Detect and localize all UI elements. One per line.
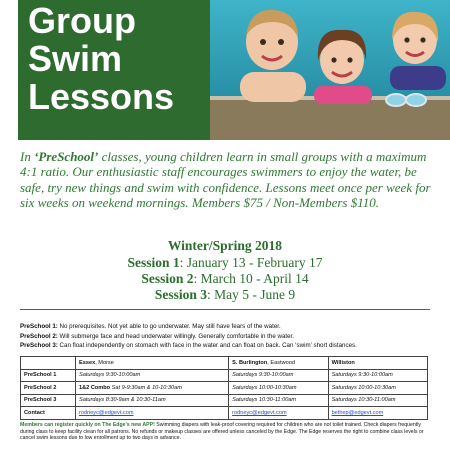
intro-body: classes, young children learn in small groups with a maximum 4:1 ratio. Our enthusiastic staff encourages swimmers to enjoy the water, be safe, try new things and swim with confidence. Lessons meet once per week for six weeks on weekend mornings. Members $75 / Non-Members $110. [20, 149, 431, 211]
row-label: PreSchool 1 [21, 369, 76, 382]
intro-prefix: In [20, 149, 35, 164]
table-cell: Saturdays 9:30-10:00am [328, 369, 427, 382]
season-heading: Winter/Spring 2018 [167, 238, 283, 253]
location-name: Essex [79, 359, 96, 366]
title-line: Group [28, 0, 136, 41]
divider [20, 309, 430, 310]
table-row [21, 407, 428, 420]
page-title [18, 0, 210, 140]
session-schedule [0, 238, 450, 303]
level-name: PreSchool 3: [20, 342, 58, 349]
table-cell: Saturdays 9:30-10:00am [76, 369, 229, 382]
location-detail: , Morse [95, 359, 114, 366]
table-cell [76, 407, 229, 420]
level-desc: No prerequisites. Not yet able to go underwater. May still have fears of the water. [57, 323, 281, 330]
level-item [20, 332, 440, 342]
app-promo: Members can register quickly on The Edge’s new APP! [20, 422, 155, 428]
children-pool-photo [210, 0, 450, 140]
contact-email-link[interactable]: rodneyc@edgevt.com [79, 409, 134, 416]
table-row [21, 369, 428, 382]
intro-paragraph [20, 149, 440, 211]
session-label: Session 3 [154, 287, 208, 302]
location-name: Williston [331, 359, 355, 366]
column-header [76, 357, 229, 370]
row-label: PreSchool 3 [21, 394, 76, 407]
combo-label: 1&2 Combo [79, 384, 111, 391]
table-cell: Saturdays 10:00-10:30am [229, 382, 328, 395]
photo-illustration [210, 0, 450, 140]
session-row [0, 287, 450, 303]
level-item [20, 341, 440, 351]
session-dates: : May 5 - June 9 [207, 287, 296, 302]
table-row [21, 382, 428, 395]
header-banner [18, 0, 450, 140]
table-cell [229, 407, 328, 420]
title-line: Swim [28, 38, 123, 79]
session-row [0, 255, 450, 271]
level-name: PreSchool 1: [20, 323, 58, 330]
column-header [328, 357, 427, 370]
table-cell: Saturdays 8:30-9am & 10:30-11am [76, 394, 229, 407]
level-name: PreSchool 2: [20, 332, 58, 340]
table-header-row [21, 357, 428, 370]
title-line: Lessons [28, 76, 175, 117]
table-cell [328, 407, 427, 420]
combo-time: Sat 9-9:30am & 10-10:30am [110, 384, 182, 391]
level-desc: Can float independently on stomach with face in the water and can float on back. Can ‘swim’ short distances. [57, 342, 357, 349]
table-cell [76, 382, 229, 395]
table-corner-cell [21, 357, 76, 370]
table-cell: Saturdays 10:30-11:00am [328, 394, 427, 407]
footer-text: Swimming diapers with leak-proof covering required for children who are not toilet trained. Check diapers frequently during class to keep facility clean for all patrons. No refunds or makeup classes are offered unless canceled by the Edge. The Edge reserves the right to combine class levels or cancel swim lessons due to low enrollment up to two days in advance. [20, 422, 424, 442]
table-cell: Saturdays 10:00-10:30am [328, 382, 427, 395]
table-cell: Saturdays 10:30-11:00am [229, 394, 328, 407]
row-label: PreSchool 2 [21, 382, 76, 395]
contact-email-link[interactable]: bethep@edgevt.com [331, 409, 384, 416]
location-name: S. Burlington [232, 359, 268, 366]
session-dates: : January 13 - February 17 [179, 255, 323, 270]
footer-notes [20, 422, 435, 442]
schedule-table [20, 356, 428, 420]
session-label: Session 1 [127, 255, 180, 270]
row-label: Contact [21, 407, 76, 420]
table-row [21, 394, 428, 407]
table-cell: Saturdays 9:30-10:00am [229, 369, 328, 382]
level-descriptions [20, 322, 440, 351]
program-name: ‘PreSchool’ [34, 149, 99, 164]
column-header [229, 357, 328, 370]
session-label: Session 2 [141, 271, 194, 286]
level-desc: Will submerge face and head underwater willingly. Generally comfortable in the water. [57, 332, 294, 340]
session-row [0, 271, 450, 287]
session-dates: : March 10 - April 14 [193, 271, 309, 286]
location-detail: , Eastwood [267, 359, 295, 366]
contact-email-link[interactable]: rodneyc@edgevt.com [232, 409, 287, 416]
level-item [20, 322, 440, 332]
